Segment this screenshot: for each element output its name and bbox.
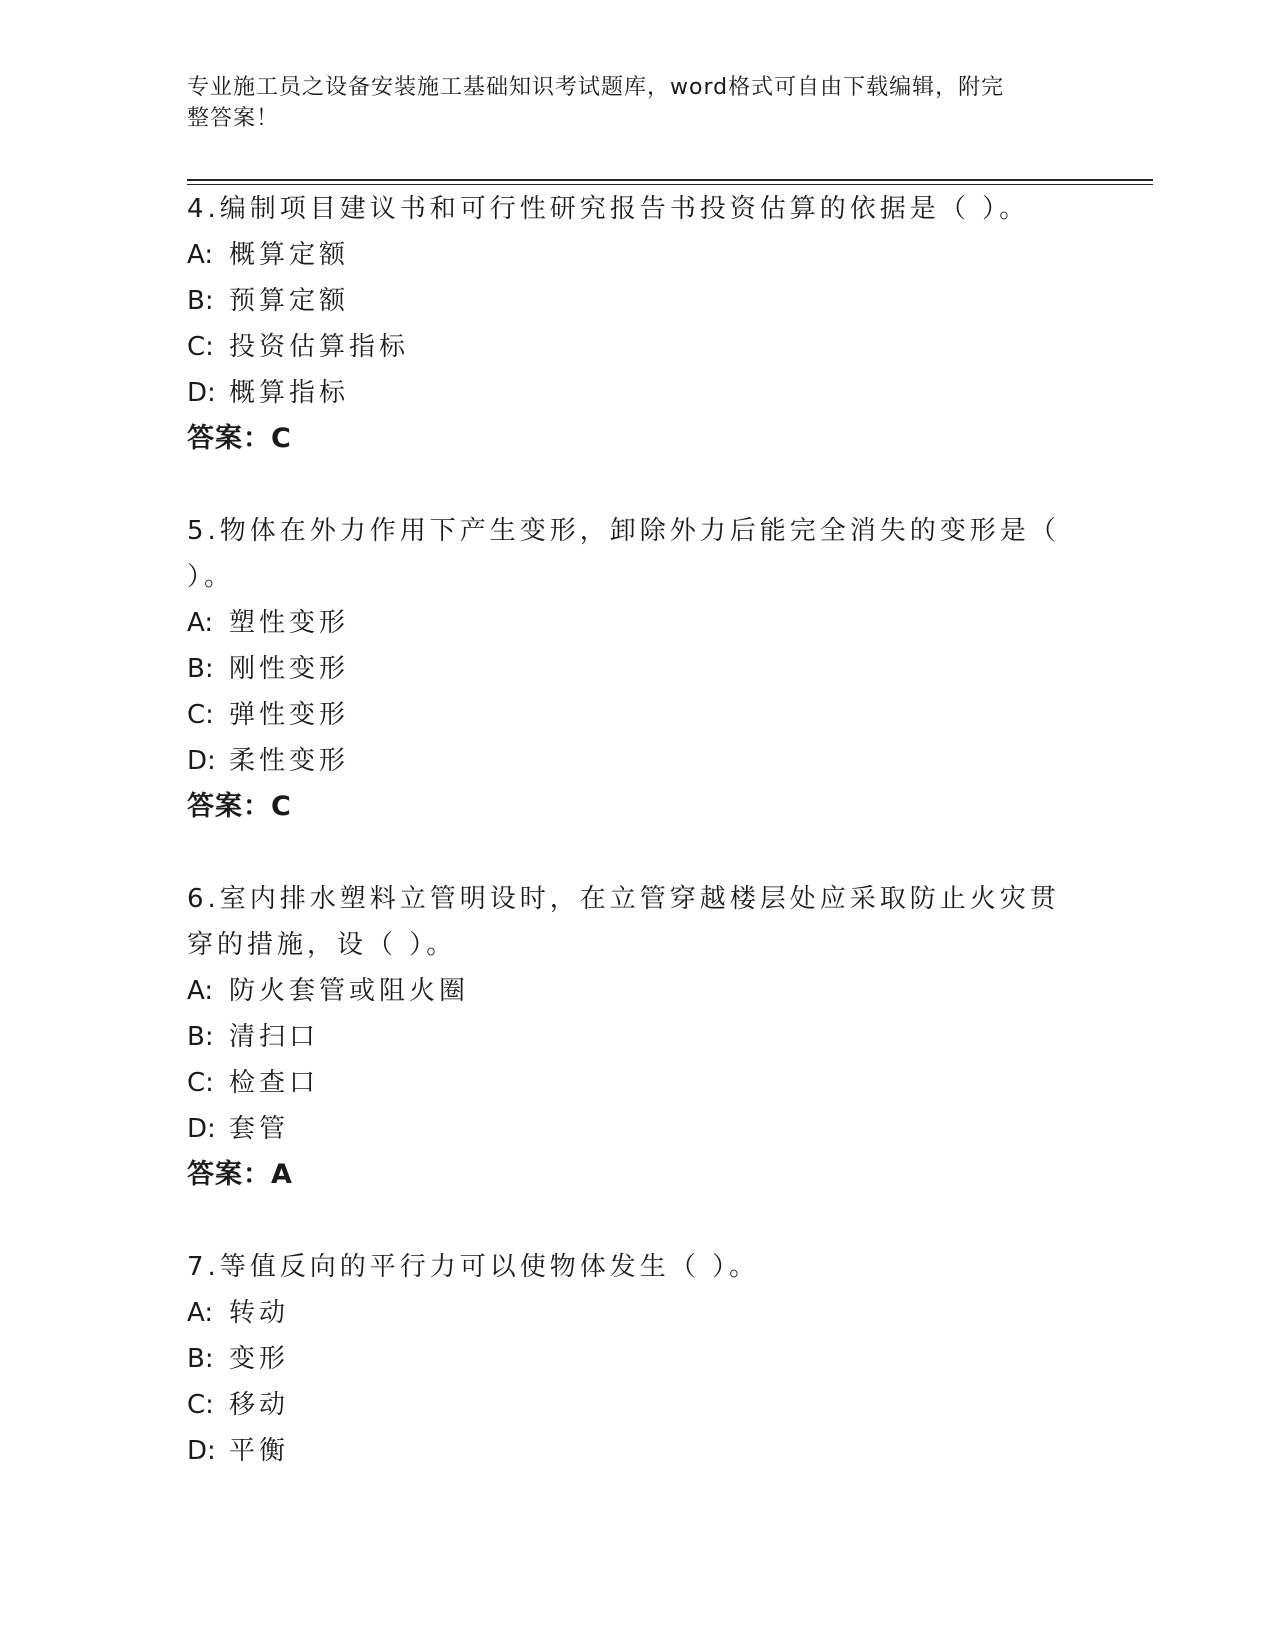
option-d xyxy=(187,1428,1067,1474)
option-text: 塑性变形 xyxy=(229,608,350,638)
option-d xyxy=(187,738,1067,784)
option-text: 刚性变形 xyxy=(229,654,350,684)
option-text: 平衡 xyxy=(229,1436,290,1466)
option-key: D: xyxy=(187,746,216,776)
option-text: 概算指标 xyxy=(229,378,350,408)
option-text: 防火套管或阻火圈 xyxy=(229,976,470,1006)
option-d xyxy=(187,1106,1067,1152)
option-text: 弹性变形 xyxy=(229,700,350,730)
option-text: 预算定额 xyxy=(229,286,350,316)
answer-line: 答案：A xyxy=(187,1159,293,1190)
question-list xyxy=(187,186,1067,1520)
answer-line: 答案：C xyxy=(187,423,292,454)
question-item xyxy=(187,1244,1067,1474)
option-d xyxy=(187,370,1067,416)
header-line-1: 专业施工员之设备安装施工基础知识考试题库，word格式可自由下载编辑，附完 xyxy=(187,75,1005,100)
option-b xyxy=(187,1336,1067,1382)
option-c xyxy=(187,1382,1067,1428)
question-text: 6.室内排水塑料立管明设时，在立管穿越楼层处应采取防止火灾贯穿的措施，设（ ）。 xyxy=(187,884,1060,960)
option-key: C: xyxy=(187,1390,214,1420)
option-a xyxy=(187,1290,1067,1336)
option-key: B: xyxy=(187,654,214,684)
option-text: 概算定额 xyxy=(229,240,350,270)
option-key: B: xyxy=(187,1022,214,1052)
option-b xyxy=(187,278,1067,324)
option-key: C: xyxy=(187,1068,214,1098)
option-key: B: xyxy=(187,286,214,316)
option-text: 套管 xyxy=(229,1114,290,1144)
option-text: 移动 xyxy=(229,1390,290,1420)
header-divider-thin xyxy=(187,184,1153,185)
question-text: 5.物体在外力作用下产生变形，卸除外力后能完全消失的变形是（ ）。 xyxy=(187,516,1060,592)
header-divider-thick xyxy=(187,179,1153,181)
option-text: 变形 xyxy=(229,1344,290,1374)
option-key: D: xyxy=(187,1436,216,1466)
question-item xyxy=(187,508,1067,830)
option-c xyxy=(187,1060,1067,1106)
option-key: A: xyxy=(187,1298,214,1328)
option-a xyxy=(187,232,1067,278)
option-a xyxy=(187,600,1067,646)
option-key: C: xyxy=(187,700,214,730)
option-key: D: xyxy=(187,378,216,408)
answer-line: 答案：C xyxy=(187,791,292,822)
option-text: 投资估算指标 xyxy=(229,332,410,362)
option-key: A: xyxy=(187,976,214,1006)
option-b xyxy=(187,1014,1067,1060)
option-c xyxy=(187,324,1067,370)
question-item xyxy=(187,186,1067,462)
header-line-2: 整答案！ xyxy=(187,106,280,131)
option-text: 转动 xyxy=(229,1298,290,1328)
option-text: 清扫口 xyxy=(229,1022,320,1052)
option-a xyxy=(187,968,1067,1014)
question-text: 7.等值反向的平行力可以使物体发生（ ）。 xyxy=(187,1252,760,1282)
document-header xyxy=(187,72,1067,134)
option-text: 柔性变形 xyxy=(229,746,350,776)
option-key: A: xyxy=(187,608,214,638)
option-key: A: xyxy=(187,240,214,270)
question-text: 4.编制项目建议书和可行性研究报告书投资估算的依据是（ ）。 xyxy=(187,194,1030,224)
option-key: B: xyxy=(187,1344,214,1374)
question-item xyxy=(187,876,1067,1198)
option-key: C: xyxy=(187,332,214,362)
option-b xyxy=(187,646,1067,692)
option-c xyxy=(187,692,1067,738)
option-text: 检查口 xyxy=(229,1068,320,1098)
option-key: D: xyxy=(187,1114,216,1144)
